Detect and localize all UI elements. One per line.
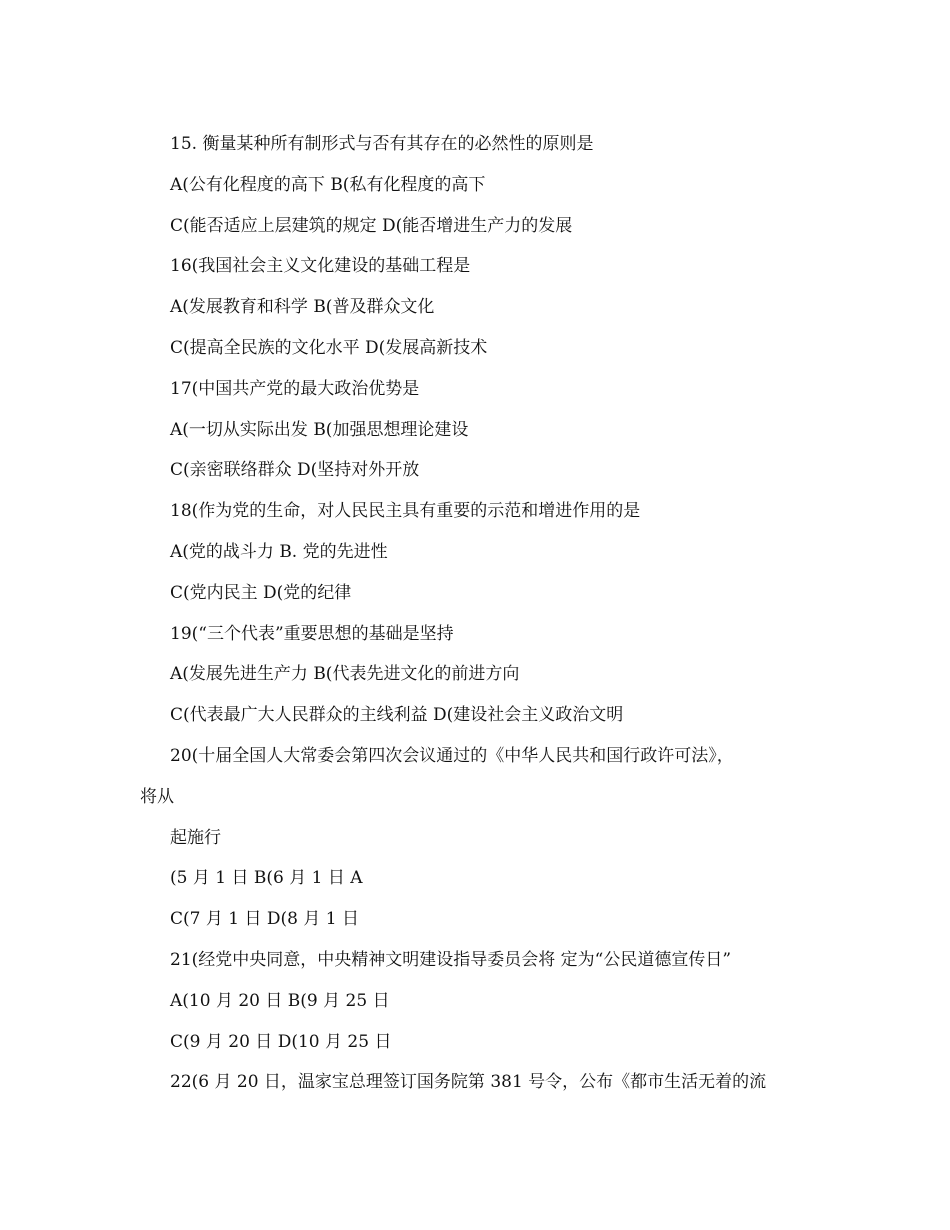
- text-line: C(提高全民族的文化水平 D(发展高新技术: [170, 337, 488, 358]
- text-line: 22(6 月 20 日，温家宝总理签订国务院第 381 号令，公布《都市生活无着的流: [170, 1072, 767, 1093]
- text-line: A(党的战斗力 B. 党的先进性: [170, 541, 388, 562]
- text-line: 21(经党中央同意，中央精神文明建设指导委员会将 定为“公民道德宣传日”: [170, 949, 732, 970]
- text-line: 20(十届全国人大常委会第四次会议通过的《中华人民共和国行政许可法》，: [170, 745, 734, 766]
- text-line: C(党内民主 D(党的纪律: [170, 582, 352, 603]
- text-line: 17(中国共产党的最大政治优势是: [170, 378, 420, 399]
- text-line: 15. 衡量某种所有制形式与否有其存在的必然性的原则是: [170, 134, 594, 154]
- text-line: A(一切从实际出发 B(加强思想理论建设: [170, 419, 469, 440]
- text-line: 16(我国社会主义文化建设的基础工程是: [170, 256, 471, 277]
- text-line: A(10 月 20 日 B(9 月 25 日: [170, 990, 390, 1011]
- text-line: 18(作为党的生命，对人民民主具有重要的示范和增进作用的是: [170, 501, 641, 522]
- text-line: A(发展教育和科学 B(普及群众文化: [170, 297, 435, 318]
- text-body: [0, 124, 950, 1103]
- text-line: C(能否适应上层建筑的规定 D(能否增进生产力的发展: [170, 215, 573, 236]
- text-line: A(公有化程度的高下 B(私有化程度的高下: [170, 174, 486, 195]
- text-line: 将从: [140, 786, 174, 807]
- text-line: 起施行: [170, 827, 221, 848]
- text-line: C(7 月 1 日 D(8 月 1 日: [170, 909, 359, 930]
- text-line: (5 月 1 日 B(6 月 1 日 A: [170, 868, 363, 889]
- text-line: A(发展先进生产力 B(代表先进文化的前进方向: [170, 664, 520, 685]
- text-line: C(9 月 20 日 D(10 月 25 日: [170, 1031, 392, 1052]
- text-line: C(亲密联络群众 D(坚持对外开放: [170, 460, 420, 481]
- text-line: C(代表最广大人民群众的主线利益 D(建设社会主义政治文明: [170, 705, 624, 726]
- text-line: 19(“三个代表”重要思想的基础是坚持: [170, 623, 454, 644]
